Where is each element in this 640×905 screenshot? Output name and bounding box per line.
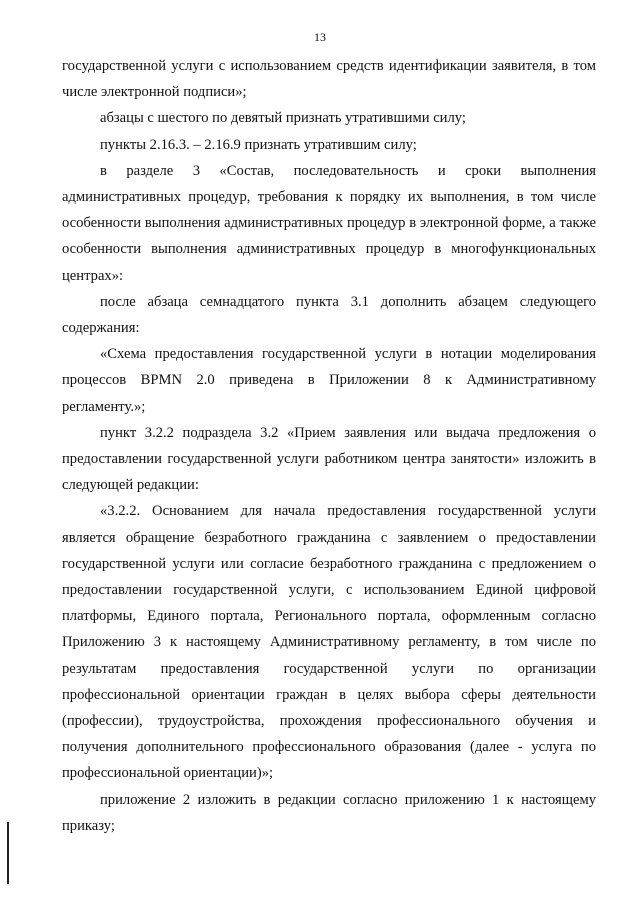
paragraph-punkt-3-2-2: пункт 3.2.2 подраздела 3.2 «Прием заявления или выдача предложения о предоставлении государственной услуги работником центра занятости» изложить в следующей редакции:	[62, 424, 596, 494]
scan-margin-line	[7, 822, 9, 884]
paragraph-posle-abzaca: после абзаца семнадцатого пункта 3.1 дополнить абзацем следующего содержания:	[62, 293, 596, 337]
paragraph-razdel-3: в разделе 3 «Состав, последовательность и сроки выполнения административных процедур, требования к порядку их выполнения, в том числе особенности выполнения административных процедур в электронной форме, а также особенности выполнения административных процедур в многофункциональных центрах»:	[62, 162, 596, 284]
paragraph-continuation: государственной услуги с использованием средств идентификации заявителя, в том числе электронной подписи»;	[62, 58, 596, 101]
paragraph-punkty: пункты 2.16.3. – 2.16.9 признать утратившим силу;	[100, 136, 417, 153]
paragraph-shema-bpmn: «Схема предоставления государственной услуги в нотации моделирования процессов BPMN 2.0 приведена в Приложении 8 к Административному регламенту.»;	[62, 346, 596, 415]
paragraph-new-3-2-2: «3.2.2. Основанием для начала предоставления государственной услуги является обращение безработного гражданина с заявлением о предоставлении государственной услуги или согласие безработного гражданина с предложением о предоставлении государственной услуги, с использованием Единой цифровой платформы, Единого портала, Регионального портала, оформленным согласно Приложению 3 к настоящему Административному регламенту, в том числе по результатам предоставления государственной услуги по организации профессиональной ориентации граждан в целях выбора сферы деятельности (профессии), трудоустройства, прохождения профессионального обучения и получения дополнительного профессионального образования (далее - услуга по профессиональной ориентации)»;	[62, 503, 596, 782]
page-number: 13	[314, 30, 326, 44]
document-body	[62, 53, 596, 839]
paragraph-prilozhenie-2: приложение 2 изложить в редакции согласно приложению 1 к настоящему приказу;	[62, 791, 596, 834]
paragraph-abzacy: абзацы с шестого по девятый признать утратившими силу;	[100, 110, 466, 127]
